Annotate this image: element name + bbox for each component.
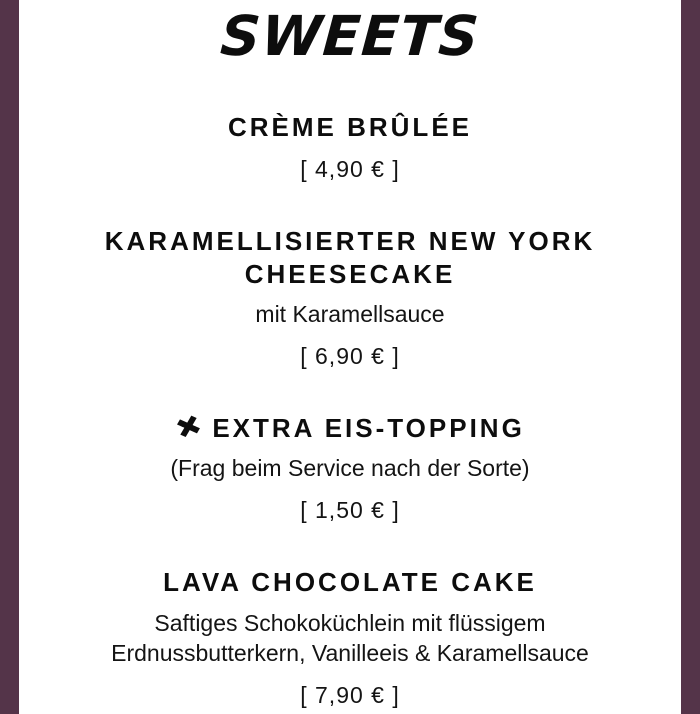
menu-section-title: SWEETS	[218, 4, 482, 68]
item-price: [ 1,50 € ]	[300, 497, 400, 524]
menu-item-creme-brulee	[19, 111, 681, 184]
item-description: (Frag beim Service nach der Sorte)	[170, 455, 530, 482]
left-border-decoration	[0, 0, 19, 714]
item-name: CRÈME BRÛLÉE	[227, 111, 472, 142]
item-name: EXTRA EIS-TOPPING	[212, 412, 525, 443]
menu-content	[19, 0, 681, 714]
plus-icon: ✚	[167, 407, 209, 449]
item-description: mit Karamellsauce	[255, 301, 445, 327]
item-description: Saftiges Schokoküchlein mit flüssigem Erdnussbutterkern, Vanilleeis & Karamellsauce	[111, 609, 589, 666]
item-name: LAVA CHOCOLATE CAKE	[163, 567, 537, 598]
menu-item-extra-eis-topping	[19, 407, 681, 524]
item-name: KARAMELLISIERTER NEW YORK CHEESECAKE	[104, 226, 596, 289]
menu-item-ny-cheesecake	[19, 225, 681, 370]
menu-item-lava-chocolate-cake	[19, 566, 681, 708]
item-price: [ 7,90 € ]	[300, 681, 400, 708]
item-name-row	[50, 407, 650, 449]
item-price: [ 4,90 € ]	[300, 156, 400, 182]
right-border-decoration	[681, 0, 700, 714]
item-price: [ 6,90 € ]	[300, 342, 400, 369]
